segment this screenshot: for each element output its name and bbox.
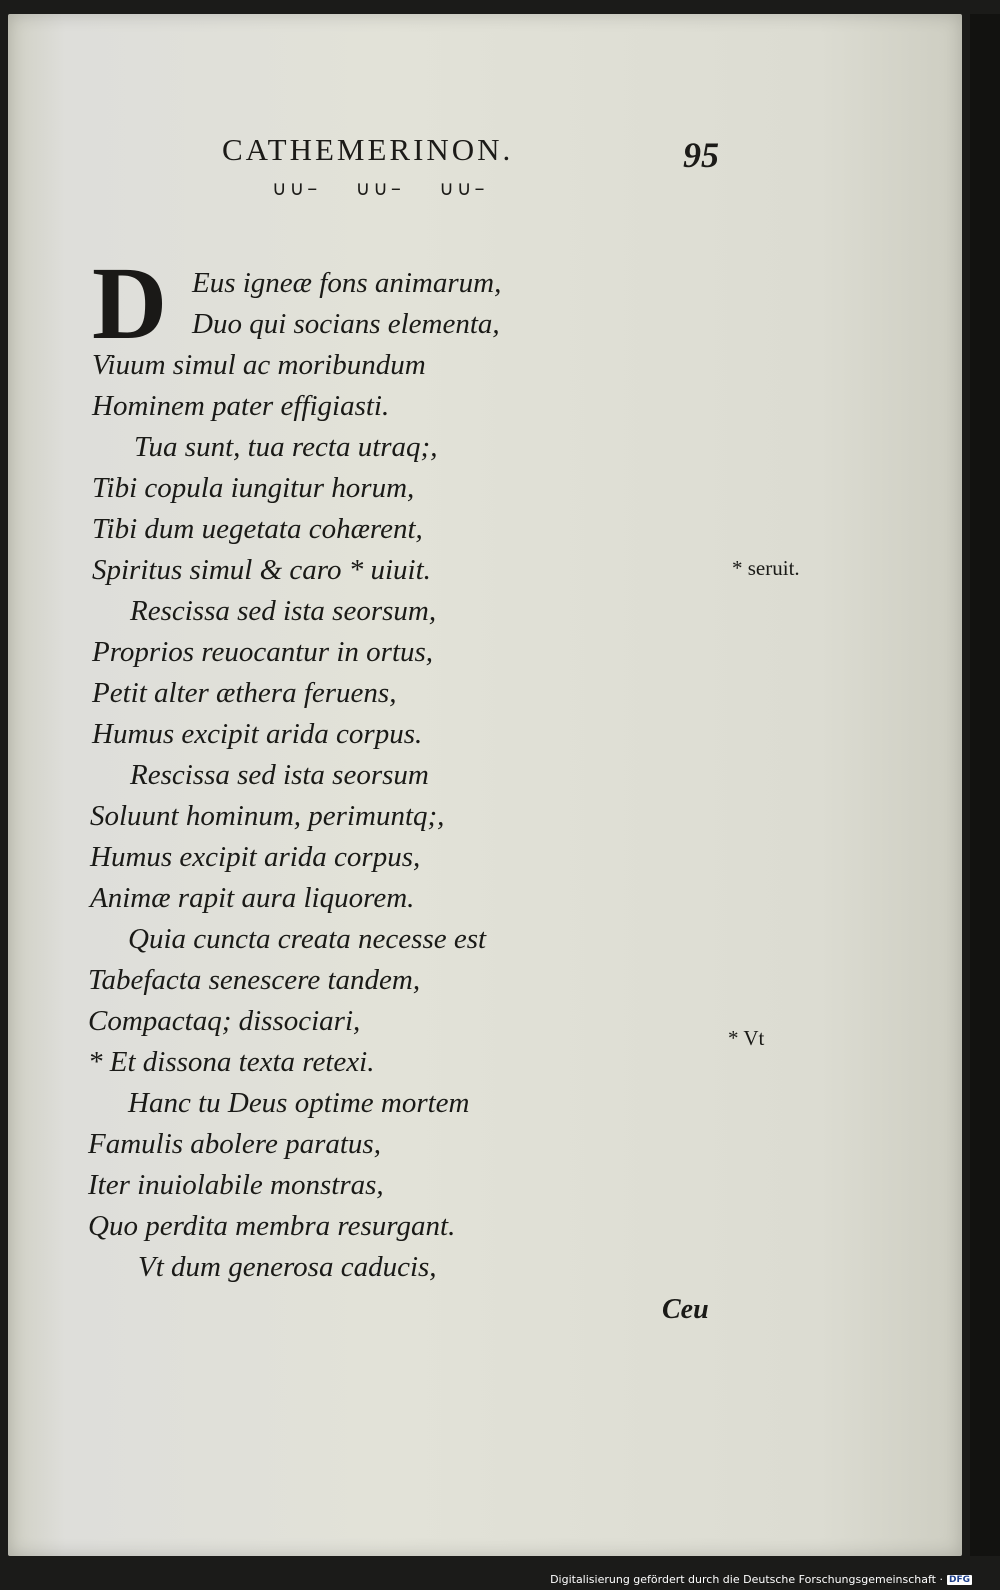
verse-line-25: Vt dum generosa caducis, bbox=[138, 1251, 437, 1283]
verse-line-16: Animæ rapit aura liquorem. bbox=[90, 882, 415, 914]
verse-line-22: Famulis abolere paratus, bbox=[88, 1128, 381, 1160]
verse-line-15: Humus excipit arida corpus, bbox=[90, 841, 421, 873]
verse-line-5: Tua sunt, tua recta utraq;, bbox=[134, 431, 438, 463]
decorated-initial: D bbox=[92, 246, 168, 361]
verse-line-1: Eus igneæ fons animarum, bbox=[192, 267, 502, 299]
marginal-note-vt: * Vt bbox=[728, 1026, 765, 1050]
verse-line-23: Iter inuiolabile monstras, bbox=[88, 1169, 384, 1201]
book-spine-shadow bbox=[970, 14, 1000, 1556]
footer-credit-text: Digitalisierung gefördert durch die Deutsche Forschungsgemeinschaft · bbox=[550, 1573, 943, 1586]
verse-line-3: Viuum simul ac moribundum bbox=[92, 349, 426, 381]
verse-line-7: Tibi dum uegetata cohærent, bbox=[92, 513, 423, 545]
verse-line-20: * Et dissona texta retexi. bbox=[88, 1046, 375, 1078]
verse-line-13: Rescissa sed ista seorsum bbox=[130, 759, 429, 791]
verse-line-10: Proprios reuocantur in ortus, bbox=[92, 636, 434, 668]
marginal-note-seruit: * seruit. bbox=[732, 556, 800, 580]
verse-line-6: Tibi copula iungitur horum, bbox=[92, 472, 415, 504]
verse-line-19: Compactaq; dissociari, bbox=[88, 1005, 361, 1037]
page-number: 95 bbox=[683, 135, 719, 175]
verse-line-21: Hanc tu Deus optime mortem bbox=[128, 1087, 470, 1119]
verse-line-14: Soluunt hominum, perimuntq;, bbox=[90, 800, 445, 832]
catchword: Ceu bbox=[662, 1294, 709, 1325]
digitization-credit bbox=[550, 1573, 972, 1586]
verse-line-18: Tabefacta senescere tandem, bbox=[88, 964, 421, 996]
dfg-logo: DFG bbox=[948, 1574, 970, 1585]
meter-marks: ∪∪– ∪∪– ∪∪– bbox=[272, 176, 488, 200]
verse-line-11: Petit alter æthera feruens, bbox=[92, 677, 397, 709]
verse-line-12: Humus excipit arida corpus. bbox=[92, 718, 423, 750]
verse-line-8: Spiritus simul & caro * uiuit. bbox=[92, 554, 431, 586]
running-title: CATHEMERINON. bbox=[222, 132, 514, 167]
verse-line-17: Quia cuncta creata necesse est bbox=[128, 923, 487, 955]
verse-line-2: Duo qui socians elementa, bbox=[192, 308, 500, 340]
verse-line-9: Rescissa sed ista seorsum, bbox=[130, 595, 437, 627]
verse-line-24: Quo perdita membra resurgant. bbox=[88, 1210, 456, 1242]
verse-line-4: Hominem pater effigiasti. bbox=[92, 390, 390, 422]
